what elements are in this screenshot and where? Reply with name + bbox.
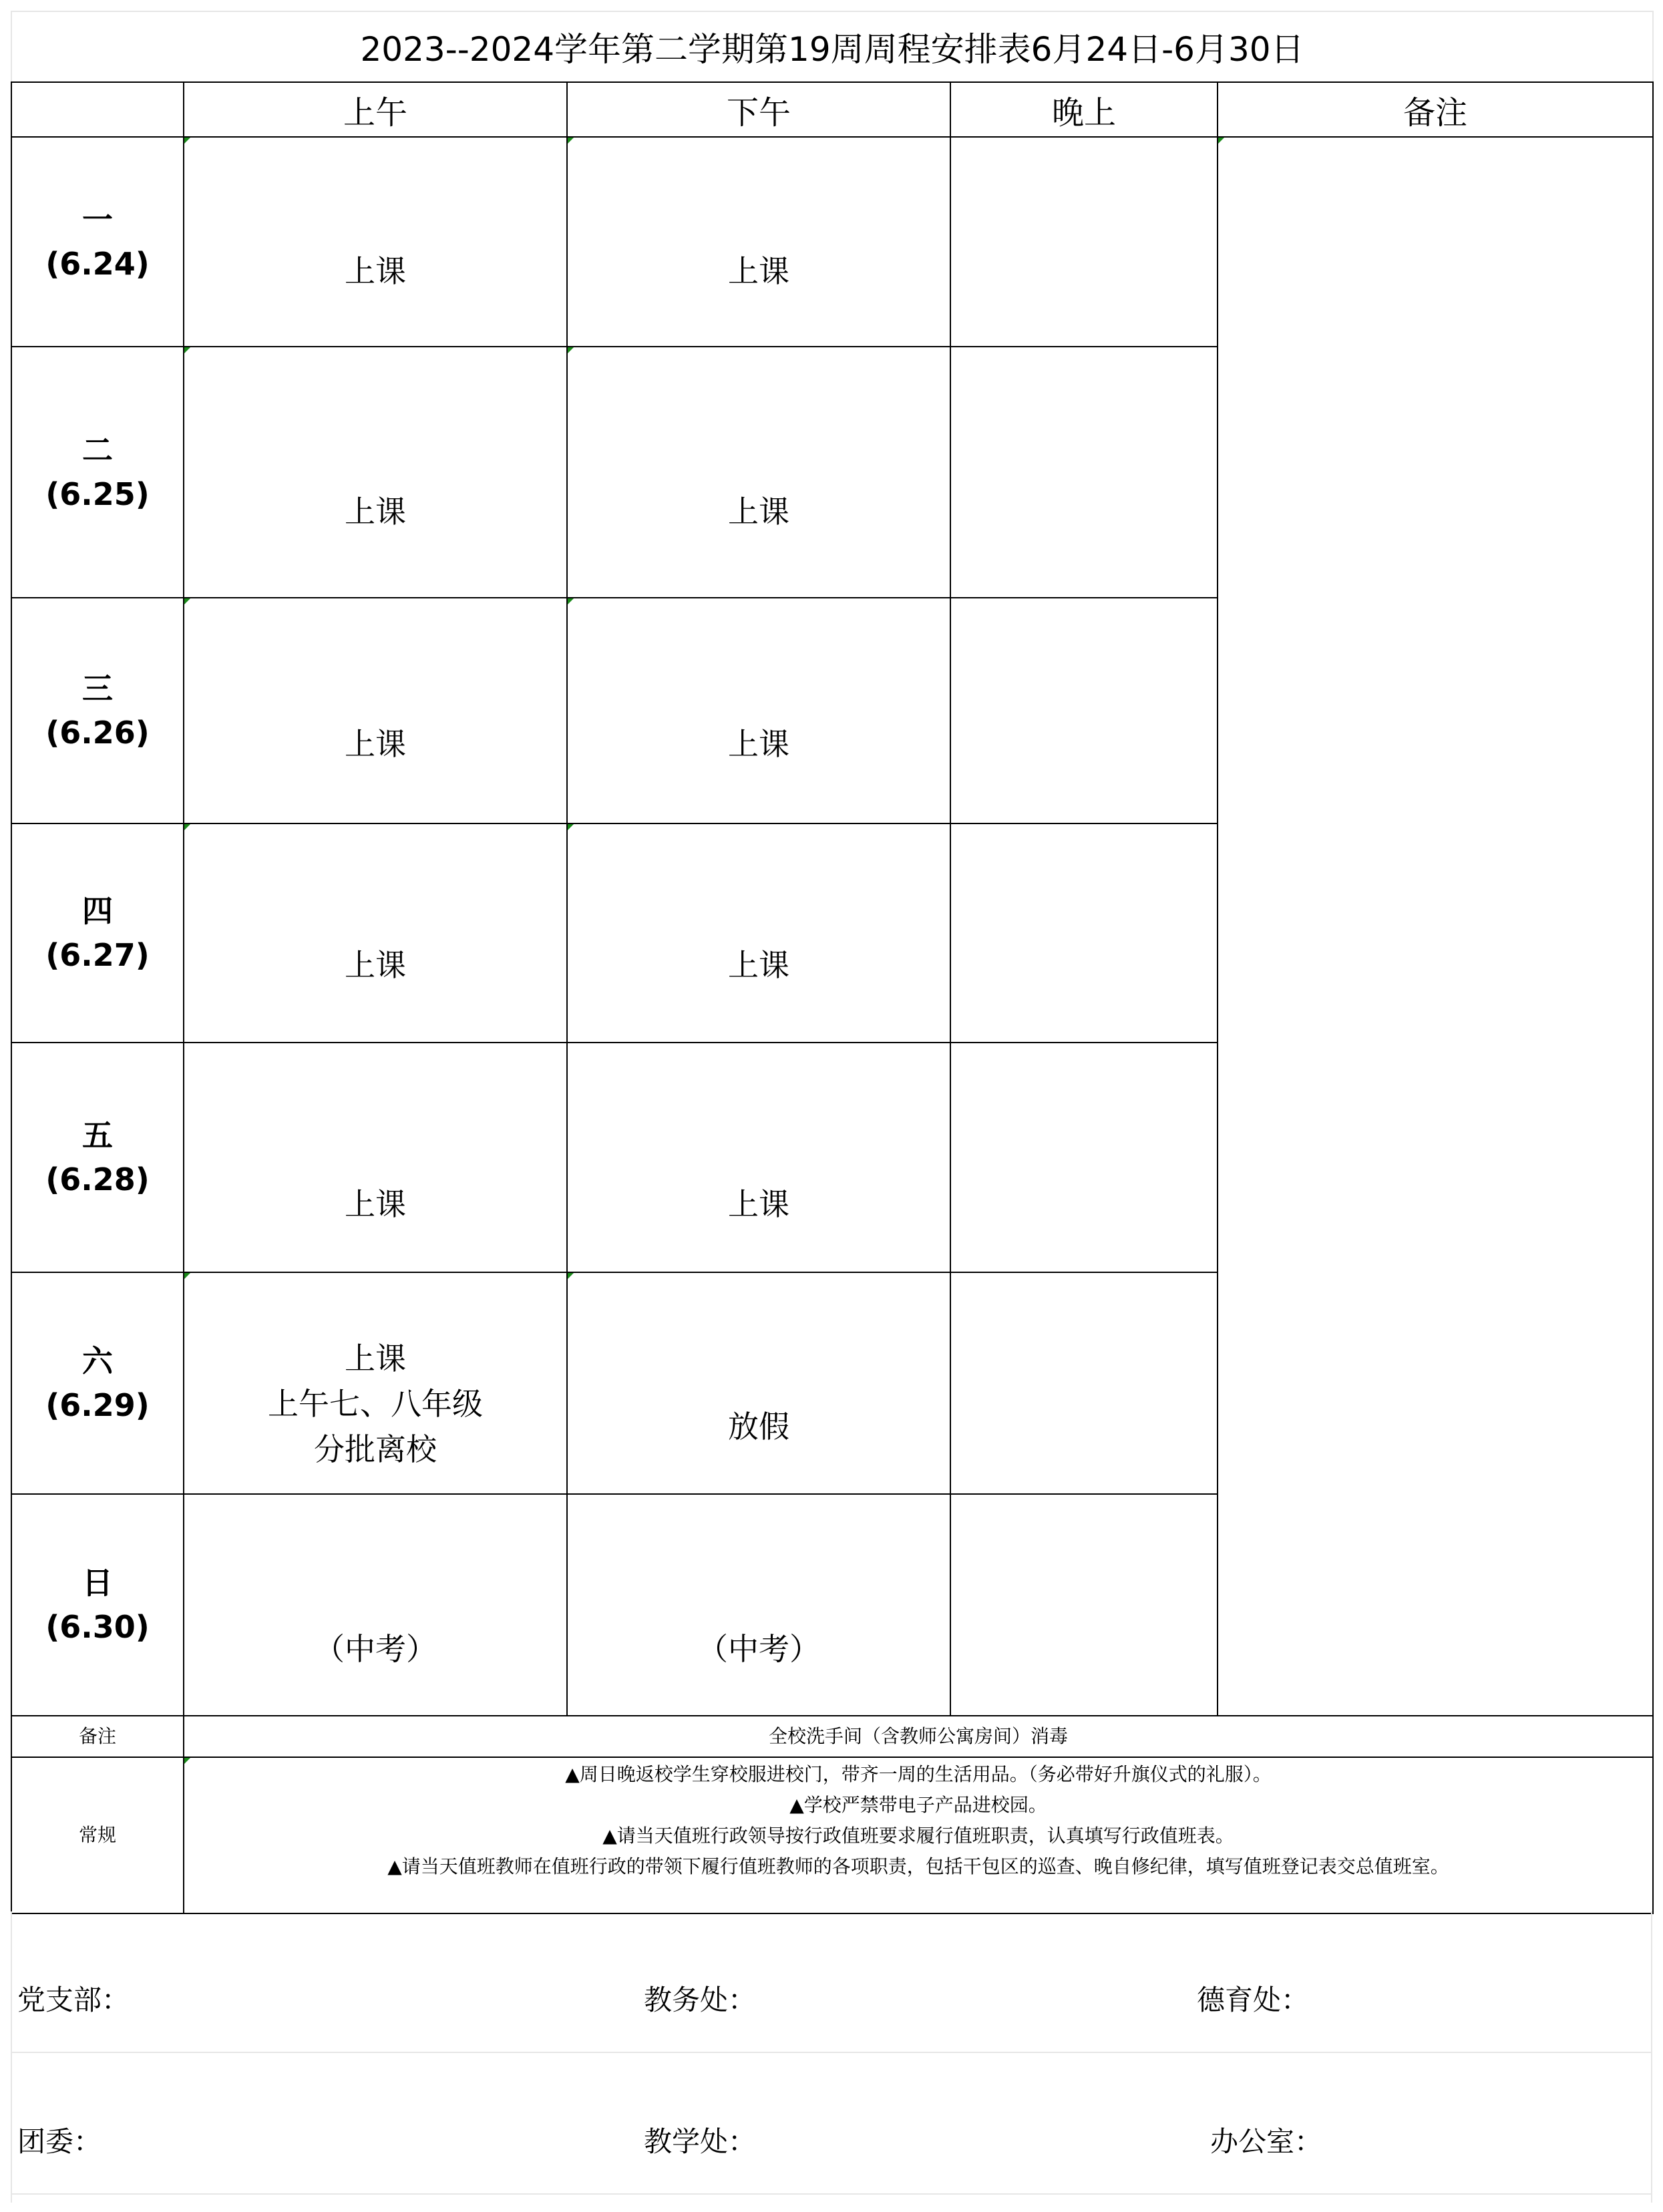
office-sign: 办公室： — [1210, 2125, 1323, 2158]
day-date: (6.24) — [45, 246, 150, 282]
routine-row — [11, 1757, 1653, 1913]
morning-text: 上课 — [345, 726, 406, 762]
routine-line: ▲请当天值班行政领导按行政值班要求履行值班职责，认真填写行政值班表。 — [602, 1825, 1234, 1847]
afternoon-cell — [567, 137, 950, 347]
header-blank — [11, 82, 184, 137]
afternoon-text: 上课 — [728, 947, 789, 983]
day-label — [11, 347, 184, 598]
routine-text — [184, 1757, 1653, 1913]
morning-text: （中考） — [314, 1631, 437, 1667]
routine-line: ▲周日晚返校学生穿校服进校门，带齐一周的生活用品。（务必带好升旗仪式的礼服）。 — [565, 1763, 1272, 1785]
morning-cell — [184, 1272, 567, 1494]
day-name: 四 — [82, 893, 113, 929]
afternoon-cell — [567, 823, 950, 1043]
remarks-text: 全校洗手间（含教师公寓房间）消毒 — [184, 1716, 1653, 1757]
remarks-row — [11, 1716, 1653, 1757]
day-row-mon — [11, 137, 1653, 347]
morning-cell — [184, 347, 567, 598]
day-date: (6.26) — [45, 715, 150, 751]
evening-cell — [950, 823, 1218, 1043]
evening-cell — [950, 1272, 1218, 1494]
evening-cell — [950, 1043, 1218, 1272]
schedule-sheet — [11, 11, 1652, 1914]
evening-cell — [950, 347, 1218, 598]
day-label — [11, 1043, 184, 1272]
moral-education-sign: 德育处： — [1197, 1984, 1310, 2016]
afternoon-cell — [567, 1043, 950, 1272]
day-date: (6.25) — [45, 476, 150, 512]
header-evening: 晚上 — [950, 82, 1218, 137]
afternoon-text: 上课 — [728, 1186, 789, 1222]
signature-row-1 — [11, 1911, 1652, 2053]
day-date: (6.30) — [45, 1609, 150, 1645]
morning-cell — [184, 137, 567, 347]
remarks-label: 备注 — [11, 1716, 184, 1757]
day-name: 日 — [82, 1565, 113, 1601]
day-date: (6.27) — [45, 937, 150, 973]
schedule-table — [11, 11, 1654, 1914]
afternoon-text: 放假 — [728, 1409, 789, 1445]
morning-cell — [184, 1043, 567, 1272]
routine-line: ▲请当天值班教师在值班行政的带领下履行值班教师的各项职责，包括干包区的巡查、晚自修纪律，填写值班登记表交总值班室。 — [387, 1855, 1449, 1877]
day-label — [11, 823, 184, 1043]
schedule-title: 2023--2024学年第二学期第19周周程安排表6月24日-6月30日 — [11, 11, 1653, 82]
afternoon-cell — [567, 347, 950, 598]
morning-cell — [184, 598, 567, 823]
party-branch-sign: 党支部： — [17, 1984, 130, 2016]
morning-cell — [184, 823, 567, 1043]
morning-text: 上课 — [345, 1186, 406, 1222]
day-date: (6.29) — [45, 1387, 150, 1423]
afternoon-cell — [567, 598, 950, 823]
day-name: 三 — [82, 671, 113, 707]
day-name: 一 — [82, 202, 113, 238]
header-afternoon: 下午 — [567, 82, 950, 137]
afternoon-text: 上课 — [728, 726, 789, 762]
routine-label: 常规 — [11, 1757, 184, 1913]
morning-text: 上课 — [345, 253, 406, 289]
afternoon-text: （中考） — [697, 1631, 820, 1667]
day-label — [11, 1272, 184, 1494]
morning-cell — [184, 1494, 567, 1716]
day-name: 六 — [82, 1343, 113, 1379]
notes-column — [1218, 137, 1653, 1716]
teaching-sign: 教学处： — [644, 2125, 757, 2158]
evening-cell — [950, 598, 1218, 823]
day-label — [11, 598, 184, 823]
morning-text: 分批离校 — [314, 1431, 437, 1467]
header-morning: 上午 — [184, 82, 567, 137]
afternoon-text: 上课 — [728, 253, 789, 289]
morning-text: 上午七、八年级 — [268, 1386, 483, 1422]
evening-cell — [950, 1494, 1218, 1716]
evening-cell — [950, 137, 1218, 347]
day-label — [11, 137, 184, 347]
day-date: (6.28) — [45, 1161, 150, 1197]
morning-text: 上课 — [345, 947, 406, 983]
day-label — [11, 1494, 184, 1716]
header-notes: 备注 — [1218, 82, 1653, 137]
morning-text: 上课 — [345, 1340, 406, 1376]
morning-text: 上课 — [345, 494, 406, 530]
signature-row-2 — [11, 2053, 1652, 2195]
day-name: 五 — [82, 1117, 113, 1153]
academic-affairs-sign: 教务处： — [644, 1984, 757, 2016]
routine-line: ▲学校严禁带电子产品进校园。 — [789, 1794, 1047, 1816]
day-name: 二 — [82, 432, 113, 468]
afternoon-cell — [567, 1494, 950, 1716]
afternoon-text: 上课 — [728, 494, 789, 530]
afternoon-cell — [567, 1272, 950, 1494]
youth-league-sign: 团委： — [17, 2125, 102, 2158]
